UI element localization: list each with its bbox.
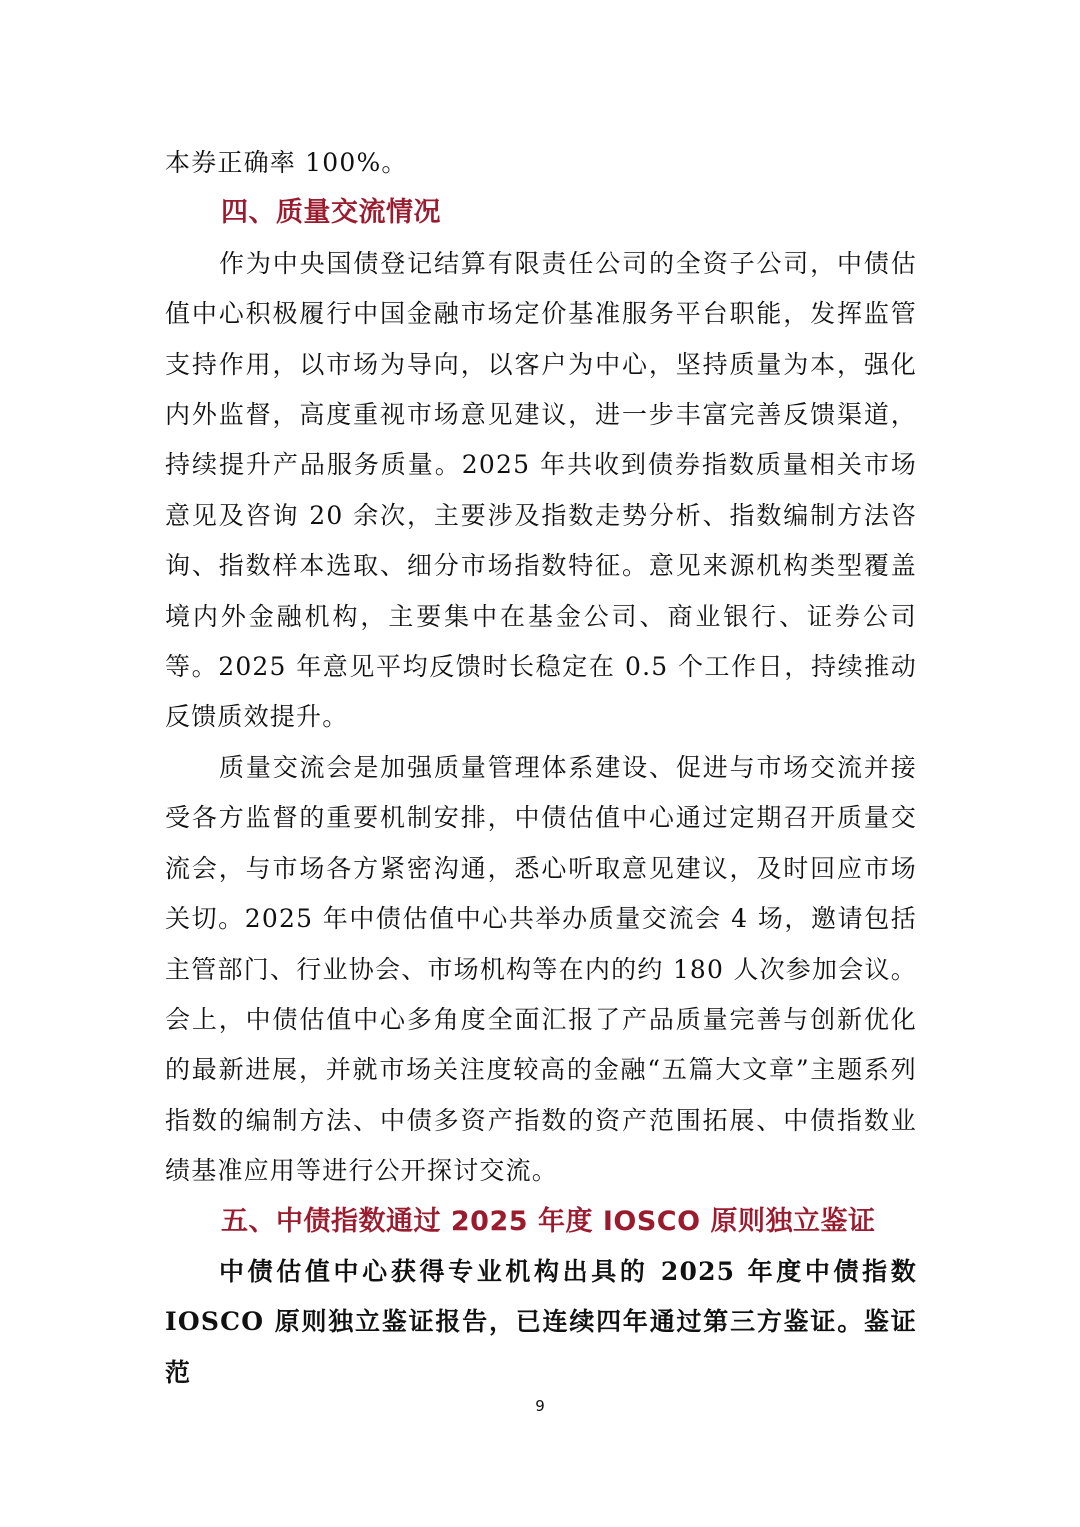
page-content <box>165 138 917 1398</box>
section-4-paragraph-1: 作为中央国债登记结算有限责任公司的全资子公司，中债估值中心积极履行中国金融市场定价基准服务平台职能，发挥监管支持作用，以市场为导向，以客户为中心，坚持质量为本，强化内外监督，高度重视市场意见建议，进一步丰富完善反馈渠道，持续提升产品服务质量。2025 年共收到债券指数质量相关市场意见及咨询 20 余次，主要涉及指数走势分析、指数编制方法咨询、指数样本选取、细分市场指数特征。意见来源机构类型覆盖境内外金融机构，主要集中在基金公司、商业银行、证券公司等。2025 年意见平均反馈时长稳定在 0.5 个工作日，持续推动反馈质效提升。 <box>165 248 917 732</box>
section-4-heading: 四、质量交流情况 <box>221 197 441 229</box>
section-4-paragraph-2: 质量交流会是加强质量管理体系建设、促进与市场交流并接受各方监督的重要机制安排，中债估值中心通过定期召开质量交流会，与市场各方紧密沟通，悉心听取意见建议，及时回应市场关切。2025 年中债估值中心共举办质量交流会 4 场，邀请包括主管部门、行业协会、市场机构等在内的约 180 人次参加会议。会上，中债估值中心多角度全面汇报了产品质量完善与创新优化的最新进展，并就市场关注度较高的金融“五篇大文章”主题系列指数的编制方法、中债多资产指数的资产范围拓展、中债指数业绩基准应用等进行公开探讨交流。 <box>165 752 917 1186</box>
section-5-heading: 五、中债指数通过 2025 年度 IOSCO 原则独立鉴证 <box>221 1205 876 1237</box>
section-5-paragraph-1: 中债估值中心获得专业机构出具的 2025 年度中债指数 IOSCO 原则独立鉴证报告，已连续四年通过第三方鉴证。鉴证范 <box>165 1256 917 1387</box>
page-number: 9 <box>535 1397 545 1415</box>
intro-line: 本券正确率 100%。 <box>165 148 408 177</box>
